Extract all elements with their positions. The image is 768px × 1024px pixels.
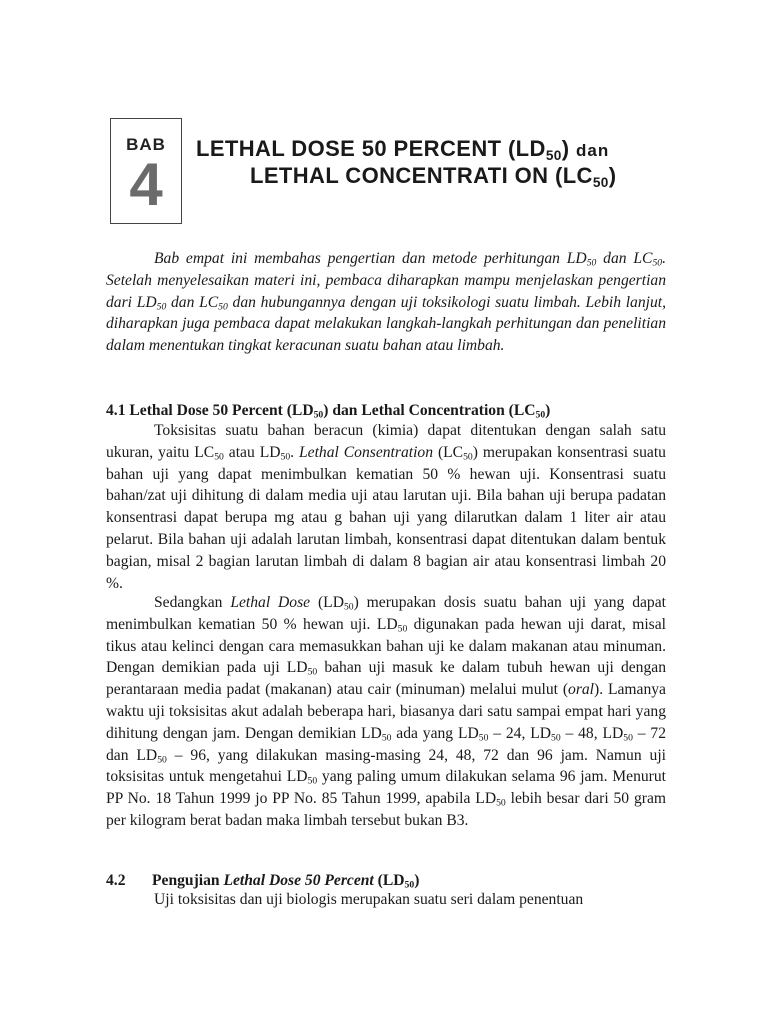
- section-4-2-heading: 4.2 Pengujian Lethal Dose 50 Percent $(LD_{50})$: [106, 872, 420, 891]
- chapter-number-box: [110, 118, 182, 224]
- section-4-1-paragraph-2: Sedangkan Lethal Dose $(LD_{50})$ merupakan dosis suatu bahan uji yang dapat menimbulkan kematian 50 % hewan uji. $LD_{50}$ digunakan pada hewan uji darat, misal tikus atau kelinci dengan cara memasukkan bahan uji ke dalam makanan atau minuman. Dengan demikian pada uji $LD_{50}$ bahan uji masuk ke dalam tubuh hewan uji dengan perantaraan media padat (makanan) atau cair (minuman) melalui mulut (oral). Lamanya waktu uji toksisitas akut adalah beberapa hari, biasanya dari satu sampai empat hari yang dihitung dengan jam. Dengan demikian $LD_{50}$ ada yang $LD_{50} - 24$, $LD_{50} - 48$, $LD_{50} - 72$ dan $LD_{50} - 96$, yang dilakukan masing-masing 24, 48, 72 dan 96 jam. Namun uji toksisitas untuk mengetahui $LD_{50}$ yang paling umum dilakukan selama 96 jam. Menurut PP No. 18 Tahun 1999 jo PP No. 85 Tahun 1999, apabila $LD_{50}$ lebih besar dari 50 gram per kilogram berat badan maka limbah tersebut bukan B3.: [106, 594, 667, 829]
- title-line2: LETHAL CONCENTRATI ON $(LC_{50})$: [250, 163, 617, 190]
- chapter-introduction: Bab empat ini membahas pengertian dan metode perhitungan $LD_{50}$ dan $LC_{50}$. Setelah menyelesaikan materi ini, pembaca diharapkan mampu menjelaskan pengertian dari $LD_{50}$ dan $LC_{50}$ dan hubungannya dengan uji toksikologi suatu limbah. Lebih lanjut, diharapkan juga pembaca dapat melakukan langkah-langkah perhitungan dan penelitian dalam menentukan tingkat keracunan suatu bahan atau limbah.: [106, 250, 667, 355]
- section-4-1-heading: 4.1 Lethal Dose 50 Percent $(LD_{50})$ dan Lethal Concentration $(LC_{50})$: [106, 402, 551, 421]
- chapter-title: [196, 136, 676, 188]
- title-line1: LETHAL DOSE 50 PERCENT $(LD_{50})$ dan: [196, 136, 610, 163]
- chapter-label: BAB: [126, 135, 166, 154]
- section-4-2-paragraph-1: Uji toksisitas dan uji biologis merupakan suatu seri dalam penentuan: [154, 891, 584, 908]
- chapter-number: 4: [129, 151, 163, 218]
- section-4-1-paragraph-1: Toksisitas suatu bahan beracun (kimia) dapat ditentukan dengan salah satu ukuran, yaitu $LC_{50}$ atau $LD_{50}$. Lethal Consentration $(LC_{50})$ merupakan konsentrasi suatu bahan uji yang dapat menimbulkan kematian 50 % hewan uji. Konsentrasi suatu bahan/zat uji dihitung di dalam media uji atau larutan uji. Bila bahan uji berupa padatan konsentrasi dapat berupa mg atau g bahan uji yang dilarutkan dalam 1 liter air atau pelarut. Bila bahan uji adalah larutan limbah, konsentrasi dapat ditentukan dalam bentuk bagian, misal 2 bagian larutan limbah di dalam 8 bagian air atau konsentrasi limbah 20 %.: [106, 422, 666, 592]
